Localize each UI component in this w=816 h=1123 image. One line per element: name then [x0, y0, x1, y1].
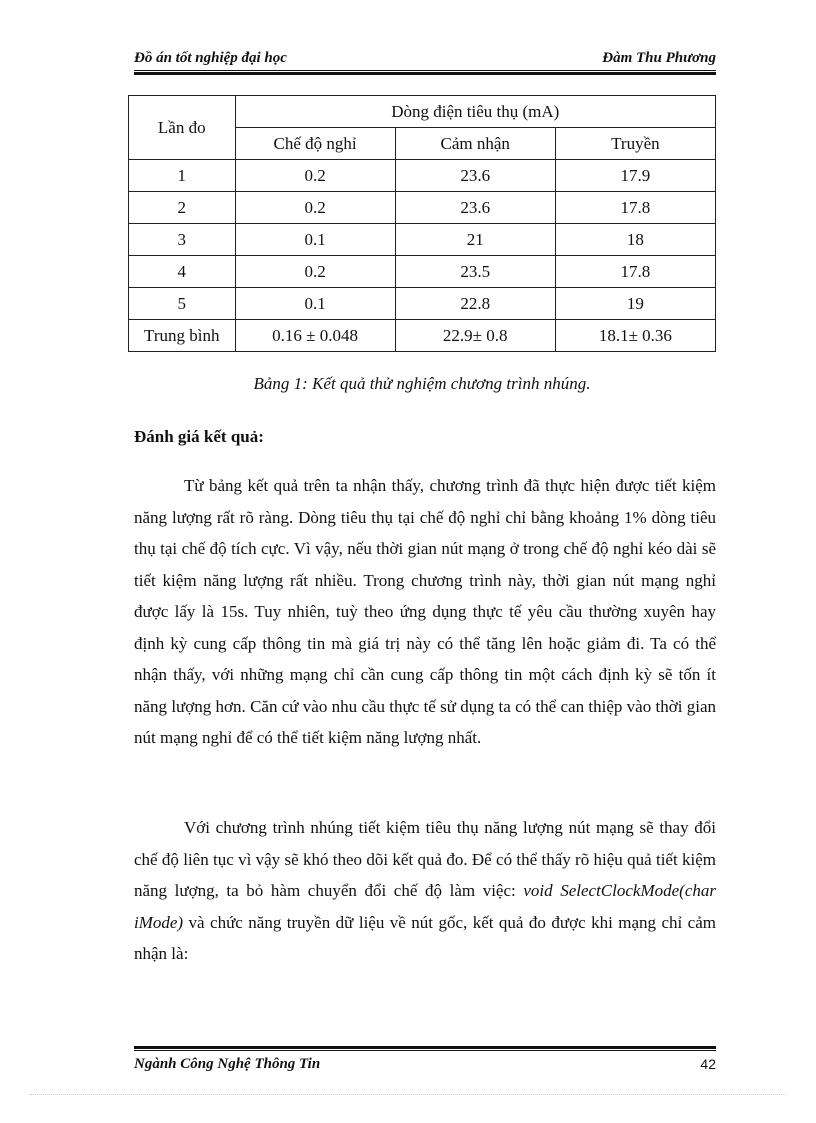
paragraph [134, 470, 716, 754]
row-label: 2 [129, 192, 236, 224]
table-cell: 0.2 [235, 160, 395, 192]
table-row [129, 192, 716, 224]
table-cell: 17.8 [555, 256, 715, 288]
row-label: 1 [129, 160, 236, 192]
table-cell: 23.5 [395, 256, 555, 288]
code-snippet: void SelectClockMode(char iMode) [134, 881, 716, 932]
table-cell: 0.16 ± 0.048 [235, 320, 395, 352]
row-label: 3 [129, 224, 236, 256]
table-cell: 17.9 [555, 160, 715, 192]
table-row [129, 256, 716, 288]
table-cell: 23.6 [395, 160, 555, 192]
column-header: Chế độ nghỉ [235, 128, 395, 160]
table-cell: 18.1± 0.36 [555, 320, 715, 352]
table-cell: 0.1 [235, 224, 395, 256]
table-cell: 17.8 [555, 192, 715, 224]
table-cell: 18 [555, 224, 715, 256]
row-label: Trung bình [129, 320, 236, 352]
header-author: Đàm Thu Phương [602, 50, 716, 66]
paragraph-text: và chức năng truyền dữ liệu về nút gốc, kết quả đo được khi mạng chỉ cảm nhận là: [134, 912, 716, 963]
table-row [129, 224, 716, 256]
table-cell: 0.2 [235, 256, 395, 288]
header-rule [134, 70, 716, 75]
table-cell: 23.6 [395, 192, 555, 224]
table-row [129, 160, 716, 192]
column-header: Truyền [555, 128, 715, 160]
paragraph [134, 812, 716, 970]
table-cell: 22.9± 0.8 [395, 320, 555, 352]
table-cell: 0.1 [235, 288, 395, 320]
row-header-cell: Lần đo [129, 96, 236, 160]
header-title: Đồ án tốt nghiệp đại học [134, 50, 287, 66]
page-header [134, 46, 716, 68]
table-cell: 0.2 [235, 192, 395, 224]
paragraph-text: Với chương trình nhúng tiết kiệm tiêu thụ năng lượng nút mạng sẽ thay đổi chế độ liên tục vì vậy sẽ khó theo dõi kết quả đo. Để có thể thấy rõ hiệu quả tiết kiệm năng lượng, ta bỏ hàm chuyển đổi chế độ làm việc: [134, 818, 716, 900]
group-header-cell: Dòng điện tiêu thụ (mA) [235, 96, 715, 128]
row-label: 4 [129, 256, 236, 288]
column-header: Cảm nhận [395, 128, 555, 160]
row-label: 5 [129, 288, 236, 320]
results-table [128, 95, 716, 352]
page-footer [134, 1056, 716, 1078]
table-cell: 21 [395, 224, 555, 256]
table-cell: 19 [555, 288, 715, 320]
table-row-average [129, 320, 716, 352]
footer-department: Ngành Công Nghệ Thông Tin [134, 1056, 321, 1072]
section-title: Đánh giá kết quả: [134, 427, 264, 446]
table-caption: Bảng 1: Kết quả thử nghiệm chương trình nhúng. [253, 374, 591, 393]
table-cell: 22.8 [395, 288, 555, 320]
table-row [129, 288, 716, 320]
paragraph-text: Từ bảng kết quả trên ta nhận thấy, chương trình đã thực hiện được tiết kiệm năng lượng rất rõ ràng. Dòng tiêu thụ tại chế độ nghỉ chỉ bằng khoảng 1% dòng tiêu thụ tại chế độ tích cực. Vì vậy, nếu thời gian nút mạng ở trong chế độ nghỉ kéo dài sẽ tiết kiệm năng lượng rất nhiều. Trong chương trình này, thời gian nút mạng nghỉ được lấy là 15s. Tuy nhiên, tuỳ theo ứng dụng thực tế yêu cầu thường xuyên hay định kỳ cung cấp thông tin mà giá trị này có thể tăng lên hoặc giảm đi. Ta có thể nhận thấy, với những mạng chỉ cần cung cấp thông tin một cách định kỳ sẽ tốn ít năng lượng hơn. Căn cứ vào nhu cầu thực tế sử dụng ta có thể can thiệp vào thời gian nút mạng nghỉ để có thể tiết kiệm năng lượng nhất. [134, 476, 716, 747]
page-number: 42 [700, 1056, 716, 1072]
page-boundary [30, 1094, 786, 1095]
footer-rule [134, 1046, 716, 1051]
